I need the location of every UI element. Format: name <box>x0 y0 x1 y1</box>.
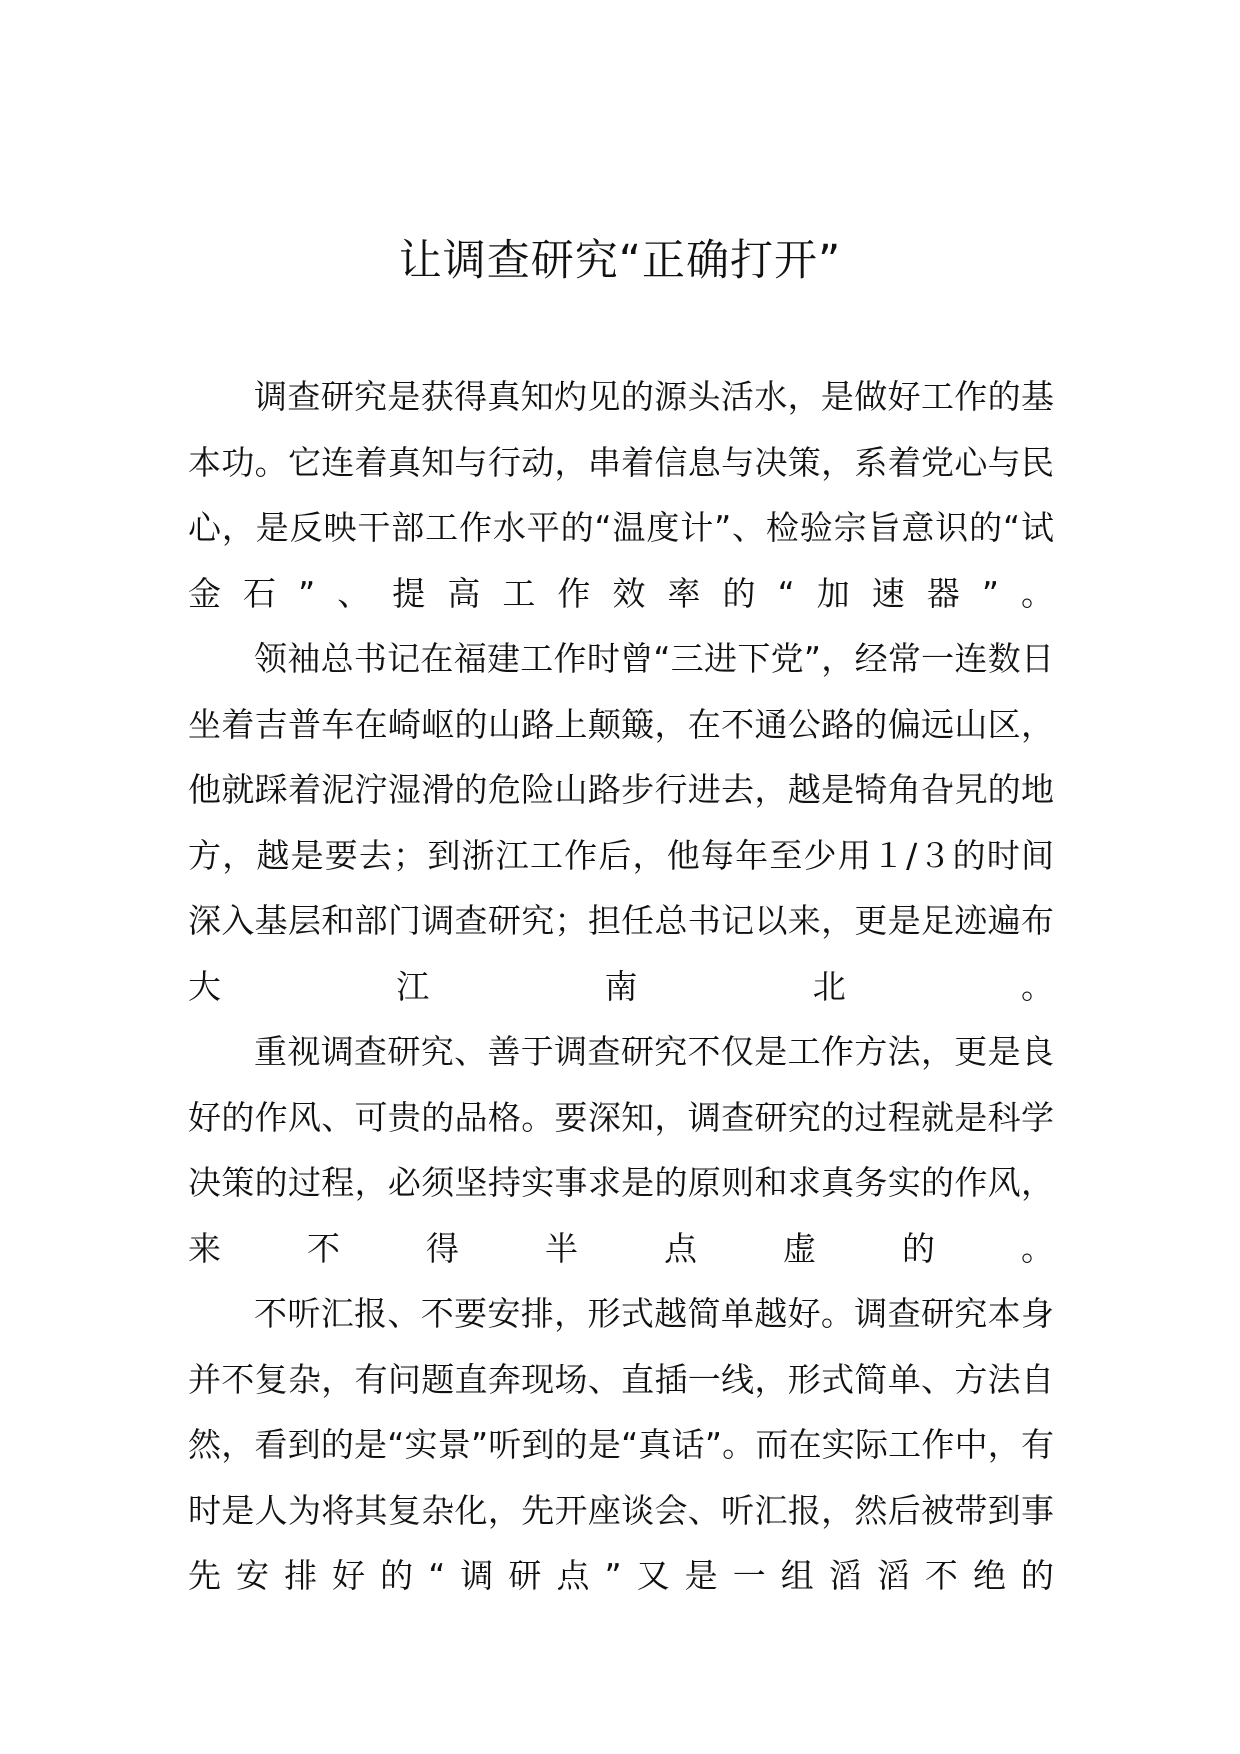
document-body <box>188 364 1054 1609</box>
paragraph-3: 重视调查研究、善于调查研究不仅是工作方法，更是良好的作风、可贵的品格。要深知，调查研究的过程就是科学决策的过程，必须坚持实事求是的原则和求真务实的作风，来不得半点虚的。 <box>188 1032 1054 1268</box>
paragraph-1: 调查研究是获得真知灼见的源头活水，是做好工作的基本功。它连着真知与行动，串着信息与决策，系着党心与民心，是反映干部工作水平的“温度计”、检验宗旨意识的“试金石”、提高工作效率的“加速器”。 <box>188 377 1054 613</box>
paragraph-2: 领袖总书记在福建工作时曾“三进下党”，经常一连数日坐着吉普车在崎岖的山路上颠簸，在不通公路的偏远山区，他就踩着泥泞湿滑的危险山路步行进去，越是犄角旮旯的地方，越是要去；到浙江工作后，他每年至少用１/３的时间深入基层和部门调查研究；担任总书记以来，更是足迹遍布大江南北。 <box>188 639 1054 1006</box>
paragraph-4: 不听汇报、不要安排，形式越简单越好。调查研究本身并不复杂，有问题直奔现场、直插一线，形式简单、方法自然，看到的是“实景”听到的是“真话”。而在实际工作中，有时是人为将其复杂化，先开座谈会、听汇报，然后被带到事先安排好的“调研点”又是一组滔滔不绝的 <box>188 1294 1054 1595</box>
document-title: 让调查研究“正确打开” <box>398 236 842 286</box>
